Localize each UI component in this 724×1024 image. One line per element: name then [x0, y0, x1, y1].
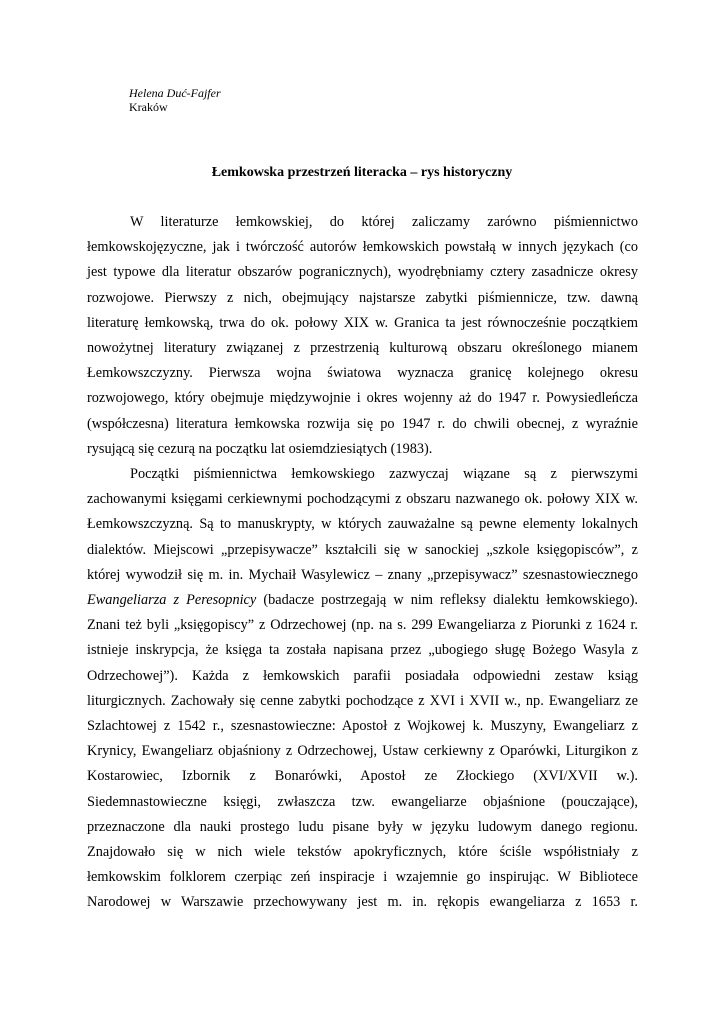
text-line: Łemkowszczyzny. Pierwsza wojna światowa wyznacza granicę kolejnego okresu — [87, 365, 638, 382]
text-line: łemkowskim folklorem czerpiąc zeń inspiracje i wzajemnie go inspirując. W Bibliotece — [87, 869, 638, 886]
text-line: W literaturze łemkowskiej, do której zaliczamy zarówno piśmiennictwo — [130, 214, 638, 230]
text-line: literaturę łemkowską, trwa do ok. połowy XIX w. Granica ta jest równocześnie początkiem — [87, 314, 638, 331]
article-body — [87, 210, 638, 916]
paragraph-1 — [87, 210, 638, 462]
author-block — [129, 86, 221, 114]
text-line: Łemkowszczyzną. Są to manuskrypty, w których zauważalne są pewne elementy lokalnych — [87, 516, 638, 533]
text-line: Szlachtowej z 1542 r., szesnastowieczne: Apostoł z Wojkowej k. Muszyny, Ewangeliarz z — [87, 718, 638, 735]
text-line: rysującą się cezurą na początku lat osiemdziesiątych (1983). — [87, 440, 433, 457]
text-line: istnieje inskrypcja, że księga ta została napisana przez „ubogiego sługę Bożego Wasyla z — [87, 642, 638, 659]
text-line-mixed — [87, 588, 638, 613]
text-line: Krynicy, Ewangeliarz objaśniony z Odrzechowej, Ustaw cerkiewny z Oparówki, Liturgikon z — [87, 743, 638, 760]
author-name: Helena Duć-Fajfer — [129, 86, 221, 100]
text-line: dialektów. Miejscowi „przepisywacze” kształcili się w sanockiej „szkole księgopisców”, z — [87, 541, 638, 558]
text-line: rozwojowe. Pierwszy z nich, obejmujący najstarsze zabytki piśmiennicze, tzw. dawną — [87, 289, 638, 306]
text-line: Kostarowiec, Izbornik z Bonarówki, Apostoł ze Złockiego (XVI/XVII w.). — [87, 768, 638, 785]
text-line: Siedemnastowieczne księgi, zwłaszcza tzw. ewangeliarze objaśnione (pouczające), — [87, 793, 638, 810]
article-title: Łemkowska przestrzeń literacka – rys historyczny — [211, 165, 513, 180]
paragraph-2 — [87, 462, 638, 916]
text-line: łemkowskojęzyczne, jak i twórczość autorów łemkowskich powstałą w innych językach (co — [87, 239, 638, 256]
text-line: rozwojowego, który obejmuje międzywojnie i okres wojenny aż do 1947 r. Powysiedleńcza — [87, 390, 638, 407]
text-line: nowożytnej literatury związanej z przestrzenią kulturową obszaru określonego mianem — [87, 340, 638, 357]
italic-book-title: Ewangeliarza z Peresopnicy — [87, 592, 257, 609]
text-line: Znajdowało się w nich wiele tekstów apokryficznych, które ściśle współistniały z — [87, 844, 638, 861]
text-line: której wywodził się m. in. Mychaił Wasylewicz – znany „przepisywacz” szesnastowiecznego — [87, 566, 638, 583]
text-line: Znani też byli „księgopiscy” z Odrzechowej (np. na s. 299 Ewangeliarza z Piorunki z 1624 r. — [87, 617, 638, 634]
text-line: (współczesna) literatura łemkowska rozwija się po 1947 r. do chwili obecnej, z wyraźnie — [87, 415, 638, 432]
author-city: Kraków — [129, 100, 168, 114]
text-line: Odrzechowej”). Każda z łemkowskich parafii posiadała odpowiedni zestaw ksiąg — [87, 667, 638, 684]
text-line: Początki piśmiennictwa łemkowskiego zazwyczaj wiązane są z pierwszymi — [130, 466, 638, 483]
text-line: przeznaczone dla nauki prostego ludu pisane były w języku ludowym danego regionu. — [87, 818, 638, 835]
text-line: jest typowe dla literatur obszarów pogranicznych), wyodrębniamy cztery zasadnicze okresy — [87, 264, 638, 281]
text-fragment: (badacze postrzegają w nim refleksy dialektu łemkowskiego). — [256, 592, 638, 609]
text-line: liturgicznych. Zachowały się cenne zabytki pochodzące z XVI i XVII w., np. Ewangeliarz ze — [87, 692, 638, 709]
text-line: Narodowej w Warszawie przechowywany jest m. in. rękopis ewangeliarza z 1653 r. — [87, 894, 638, 911]
text-line: zachowanymi księgami cerkiewnymi pochodzącymi z obszaru nazwanego ok. połowy XIX w. — [87, 491, 638, 508]
